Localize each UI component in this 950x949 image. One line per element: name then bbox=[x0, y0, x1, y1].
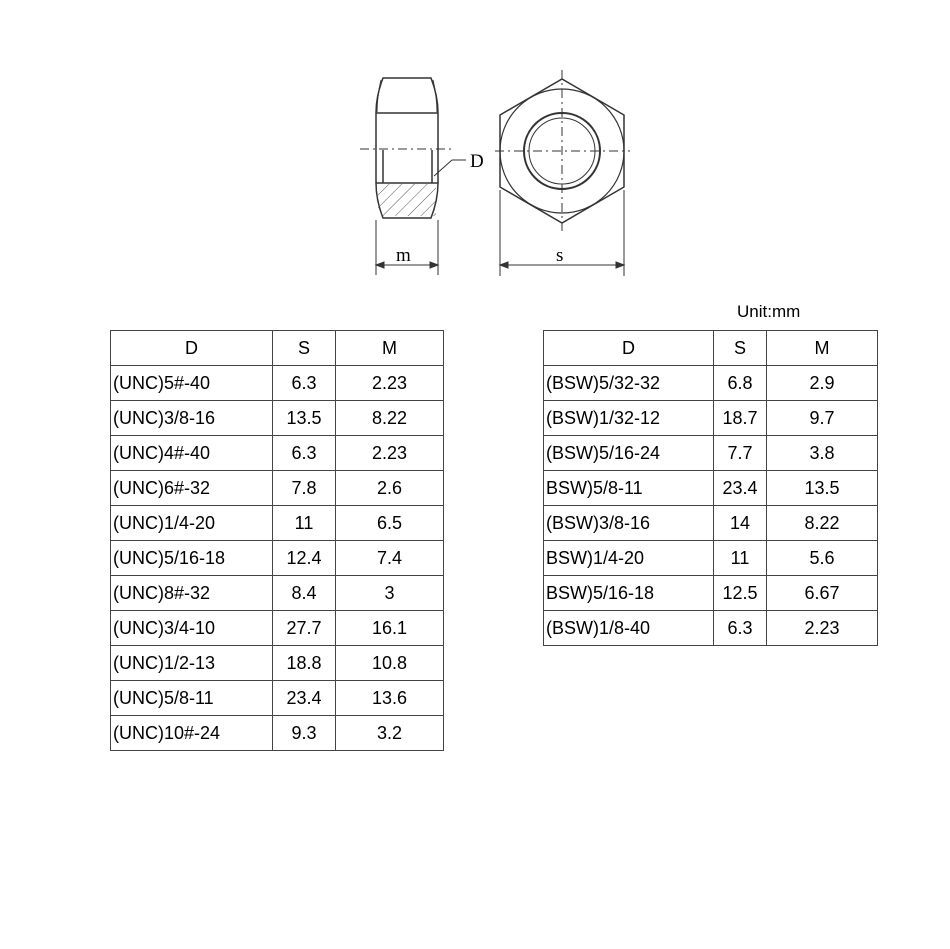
cell-d: (UNC)5#-40 bbox=[111, 366, 273, 401]
header-m: M bbox=[336, 331, 444, 366]
table-row bbox=[111, 576, 444, 611]
header-d: D bbox=[544, 331, 714, 366]
cell-m: 2.23 bbox=[767, 611, 878, 646]
cell-m: 8.22 bbox=[336, 401, 444, 436]
cell-s: 9.3 bbox=[273, 716, 336, 751]
cell-d: (UNC)8#-32 bbox=[111, 576, 273, 611]
cell-d: (UNC)1/4-20 bbox=[111, 506, 273, 541]
table-row bbox=[111, 541, 444, 576]
cell-d: (UNC)6#-32 bbox=[111, 471, 273, 506]
cell-m: 13.5 bbox=[767, 471, 878, 506]
unit-label: Unit:mm bbox=[737, 302, 801, 321]
table-row bbox=[111, 436, 444, 471]
nut-front-view bbox=[495, 70, 630, 232]
cell-s: 6.3 bbox=[714, 611, 767, 646]
cell-d: (BSW)1/32-12 bbox=[544, 401, 714, 436]
cell-d: (UNC)5/8-11 bbox=[111, 681, 273, 716]
cell-s: 6.8 bbox=[714, 366, 767, 401]
table-row bbox=[111, 716, 444, 751]
header-s: S bbox=[273, 331, 336, 366]
cell-s: 6.3 bbox=[273, 436, 336, 471]
cell-s: 7.8 bbox=[273, 471, 336, 506]
cell-s: 13.5 bbox=[273, 401, 336, 436]
cell-s: 6.3 bbox=[273, 366, 336, 401]
cell-s: 18.8 bbox=[273, 646, 336, 681]
table-row bbox=[111, 471, 444, 506]
cell-m: 6.67 bbox=[767, 576, 878, 611]
cell-s: 12.5 bbox=[714, 576, 767, 611]
d-label: D bbox=[470, 151, 484, 172]
cell-s: 7.7 bbox=[714, 436, 767, 471]
table-row bbox=[111, 681, 444, 716]
cell-s: 23.4 bbox=[714, 471, 767, 506]
cell-s: 23.4 bbox=[273, 681, 336, 716]
cell-m: 10.8 bbox=[336, 646, 444, 681]
cell-d: (BSW)3/8-16 bbox=[544, 506, 714, 541]
table-row bbox=[111, 366, 444, 401]
cell-d: (BSW)1/8-40 bbox=[544, 611, 714, 646]
cell-m: 8.22 bbox=[767, 506, 878, 541]
cell-s: 27.7 bbox=[273, 611, 336, 646]
cell-d: BSW)5/16-18 bbox=[544, 576, 714, 611]
cell-m: 13.6 bbox=[336, 681, 444, 716]
cell-m: 2.23 bbox=[336, 436, 444, 471]
header-d: D bbox=[111, 331, 273, 366]
cell-d: (UNC)3/4-10 bbox=[111, 611, 273, 646]
cell-m: 6.5 bbox=[336, 506, 444, 541]
table-row bbox=[544, 436, 878, 471]
cell-m: 9.7 bbox=[767, 401, 878, 436]
cell-d: (BSW)5/32-32 bbox=[544, 366, 714, 401]
header-m: M bbox=[767, 331, 878, 366]
cell-s: 11 bbox=[714, 541, 767, 576]
table-row bbox=[111, 506, 444, 541]
cell-d: (UNC)3/8-16 bbox=[111, 401, 273, 436]
table-row bbox=[544, 401, 878, 436]
cell-s: 11 bbox=[273, 506, 336, 541]
d-leader bbox=[434, 160, 466, 176]
unc-table-body bbox=[111, 366, 444, 751]
table-row bbox=[544, 576, 878, 611]
cell-m: 3.8 bbox=[767, 436, 878, 471]
table-row bbox=[544, 541, 878, 576]
cell-d: BSW)1/4-20 bbox=[544, 541, 714, 576]
cell-s: 8.4 bbox=[273, 576, 336, 611]
table-row bbox=[544, 471, 878, 506]
table-row bbox=[111, 646, 444, 681]
unc-spec-table bbox=[110, 330, 444, 751]
cell-m: 16.1 bbox=[336, 611, 444, 646]
table-header-row bbox=[111, 331, 444, 366]
cell-s: 18.7 bbox=[714, 401, 767, 436]
cell-s: 12.4 bbox=[273, 541, 336, 576]
nut-side-view bbox=[360, 78, 452, 218]
table-row bbox=[111, 611, 444, 646]
cell-m: 2.23 bbox=[336, 366, 444, 401]
table-row bbox=[111, 401, 444, 436]
cell-m: 2.6 bbox=[336, 471, 444, 506]
cell-m: 3 bbox=[336, 576, 444, 611]
cell-d: (UNC)10#-24 bbox=[111, 716, 273, 751]
bsw-table-body bbox=[544, 366, 878, 646]
cell-m: 3.2 bbox=[336, 716, 444, 751]
cell-d: (UNC)4#-40 bbox=[111, 436, 273, 471]
hex-nut-drawing bbox=[0, 0, 950, 300]
cell-d: BSW)5/8-11 bbox=[544, 471, 714, 506]
s-label: s bbox=[556, 245, 564, 266]
cell-m: 7.4 bbox=[336, 541, 444, 576]
header-s: S bbox=[714, 331, 767, 366]
cell-m: 5.6 bbox=[767, 541, 878, 576]
table-row bbox=[544, 506, 878, 541]
table-row bbox=[544, 366, 878, 401]
cell-s: 14 bbox=[714, 506, 767, 541]
m-label: m bbox=[396, 245, 411, 266]
table-header-row bbox=[544, 331, 878, 366]
cell-d: (UNC)1/2-13 bbox=[111, 646, 273, 681]
table-row bbox=[544, 611, 878, 646]
bsw-spec-table bbox=[543, 330, 878, 646]
cell-d: (BSW)5/16-24 bbox=[544, 436, 714, 471]
cell-m: 2.9 bbox=[767, 366, 878, 401]
cell-d: (UNC)5/16-18 bbox=[111, 541, 273, 576]
